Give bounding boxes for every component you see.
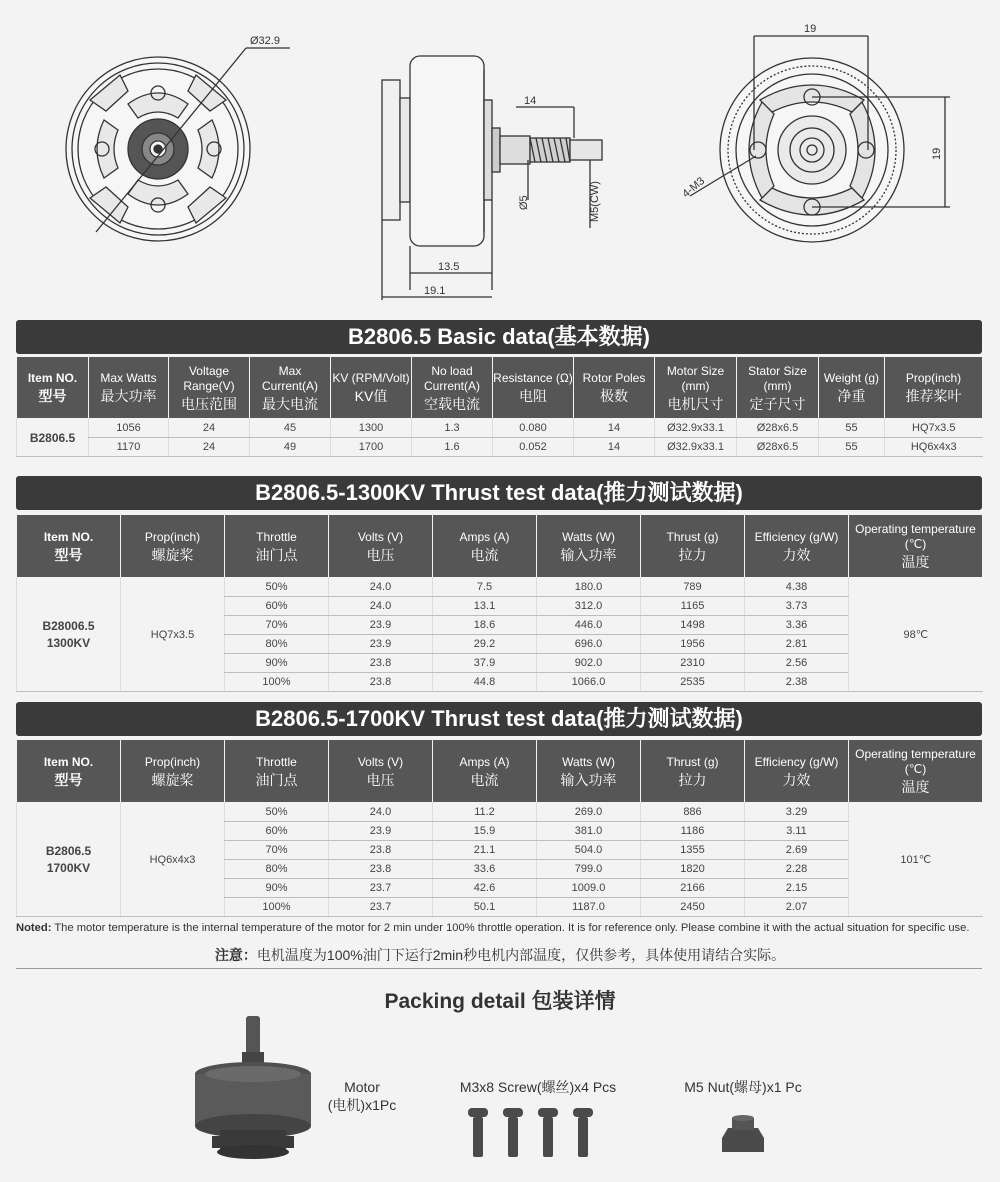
motor-illustration bbox=[188, 1012, 318, 1164]
header-chinese: 型号 bbox=[54, 771, 83, 788]
table-cell: 1187.0 bbox=[537, 898, 641, 917]
table-cell: 1066.0 bbox=[537, 673, 641, 692]
header-english: Prop(inch) bbox=[144, 529, 201, 544]
table-cell: 696.0 bbox=[537, 635, 641, 654]
header-english: No load Current(A) bbox=[423, 363, 480, 393]
table-cell: 45 bbox=[250, 419, 331, 438]
table-cell: 799.0 bbox=[537, 860, 641, 879]
table-cell: 1186 bbox=[641, 822, 745, 841]
table-cell: 44.8 bbox=[433, 673, 537, 692]
header-english: Stator Size (mm) bbox=[748, 363, 807, 393]
table-cell: 2166 bbox=[641, 879, 745, 898]
table-cell: 23.8 bbox=[329, 841, 433, 860]
header-english: Amps (A) bbox=[459, 754, 510, 769]
table-cell: 902.0 bbox=[537, 654, 641, 673]
nut-label: M5 Nut(螺母)x1 Pc bbox=[684, 1079, 802, 1095]
thrust-header-cell bbox=[225, 515, 329, 578]
header-chinese: 油门点 bbox=[255, 546, 298, 563]
table-cell: 446.0 bbox=[537, 616, 641, 635]
table-cell: 1956 bbox=[641, 635, 745, 654]
side-shaft-length-label: 14 bbox=[524, 95, 537, 107]
header-english: Thrust (g) bbox=[666, 529, 719, 544]
header-chinese: 力效 bbox=[782, 546, 811, 563]
table-cell: HQ6x4x3 bbox=[885, 438, 983, 457]
table-cell: 1820 bbox=[641, 860, 745, 879]
table-cell: 90% bbox=[225, 654, 329, 673]
front-diameter-label: Ø32.9 bbox=[250, 35, 280, 47]
table-row bbox=[17, 438, 983, 457]
basic-header-cell bbox=[574, 357, 655, 419]
table-cell: 1056 bbox=[89, 419, 169, 438]
table-cell: Ø28x6.5 bbox=[737, 419, 819, 438]
table-cell: 23.9 bbox=[329, 635, 433, 654]
table-cell: 24 bbox=[169, 419, 250, 438]
table-cell: 2.28 bbox=[745, 860, 849, 879]
table-cell: 2450 bbox=[641, 898, 745, 917]
header-english: Efficiency (g/W) bbox=[754, 529, 839, 544]
table-cell: 2.07 bbox=[745, 898, 849, 917]
table-cell: 23.9 bbox=[329, 616, 433, 635]
table-cell: 4.38 bbox=[745, 578, 849, 597]
table-cell: 1170 bbox=[89, 438, 169, 457]
header-english: Volts (V) bbox=[357, 754, 404, 769]
header-chinese: 定子尺寸 bbox=[749, 395, 806, 412]
side-shaft-diameter-label: Ø5 bbox=[518, 195, 530, 210]
front-view-drawing bbox=[66, 48, 290, 241]
table-cell: 50% bbox=[225, 803, 329, 822]
header-chinese: 温度 bbox=[901, 779, 930, 795]
basic-header-cell bbox=[737, 357, 819, 419]
header-chinese: 电流 bbox=[470, 771, 499, 788]
table-cell: 886 bbox=[641, 803, 745, 822]
thrust-1300kv-title: B2806.5-1300KV Thrust test data(推力测试数据) bbox=[16, 476, 982, 510]
basic-header-cell bbox=[89, 357, 169, 419]
table-cell: 15.9 bbox=[433, 822, 537, 841]
header-chinese: KV值 bbox=[354, 388, 388, 404]
table-cell: 49 bbox=[250, 438, 331, 457]
header-english: Throttle bbox=[256, 754, 297, 769]
basic-header-cell bbox=[331, 357, 412, 419]
thrust-header-cell bbox=[641, 515, 745, 578]
thrust-1300kv-table bbox=[16, 514, 983, 692]
note-english bbox=[16, 922, 986, 934]
thrust-header-cell bbox=[17, 515, 121, 578]
table-cell: 80% bbox=[225, 860, 329, 879]
item-number-cell: B2806.5 bbox=[17, 419, 89, 457]
header-chinese: 力效 bbox=[782, 771, 811, 788]
table-cell: Ø32.9x33.1 bbox=[655, 419, 737, 438]
header-english: Item NO. bbox=[43, 754, 94, 769]
header-english: Resistance (Ω) bbox=[493, 371, 573, 385]
header-chinese: 螺旋桨 bbox=[151, 771, 194, 788]
table-cell: 23.8 bbox=[329, 654, 433, 673]
table-cell: 21.1 bbox=[433, 841, 537, 860]
table-cell: 70% bbox=[225, 616, 329, 635]
technical-drawings bbox=[0, 0, 1000, 310]
header-chinese: 电流 bbox=[470, 546, 499, 563]
header-english: Prop(inch) bbox=[144, 754, 201, 769]
header-chinese: 型号 bbox=[38, 388, 67, 404]
side-total-length-label: 19.1 bbox=[424, 285, 446, 297]
header-english: Weight (g) bbox=[823, 371, 880, 385]
table-cell: 50.1 bbox=[433, 898, 537, 917]
table-cell: 42.6 bbox=[433, 879, 537, 898]
thrust-header-cell bbox=[641, 740, 745, 803]
table-row bbox=[17, 578, 983, 597]
thrust-header-cell bbox=[121, 515, 225, 578]
thrust-1700kv-table bbox=[16, 739, 983, 917]
item-number-cell: B28006.5 1300KV bbox=[17, 578, 121, 692]
header-english: Item NO. bbox=[43, 529, 94, 544]
table-cell: Ø28x6.5 bbox=[737, 438, 819, 457]
thrust-header-cell bbox=[17, 740, 121, 803]
table-cell: 18.6 bbox=[433, 616, 537, 635]
temperature-cell: 98℃ bbox=[849, 578, 983, 692]
thrust-header-cell bbox=[433, 740, 537, 803]
header-chinese: 电压 bbox=[366, 771, 395, 788]
basic-header-cell bbox=[655, 357, 737, 419]
table-cell: 1700 bbox=[331, 438, 412, 457]
header-chinese: 净重 bbox=[837, 388, 866, 404]
table-cell: 24.0 bbox=[329, 597, 433, 616]
thrust-header-cell bbox=[849, 740, 983, 803]
rear-holes-label: 4-M3 bbox=[680, 174, 708, 201]
prop-cell: HQ6x4x3 bbox=[121, 803, 225, 917]
table-cell: 24 bbox=[169, 438, 250, 457]
thrust-header-cell bbox=[433, 515, 537, 578]
table-cell: 23.8 bbox=[329, 860, 433, 879]
header-english: Rotor Poles bbox=[582, 371, 646, 385]
table-cell: HQ7x3.5 bbox=[885, 419, 983, 438]
header-chinese: 电机尺寸 bbox=[667, 395, 724, 412]
table-cell: 80% bbox=[225, 635, 329, 654]
table-cell: 23.9 bbox=[329, 822, 433, 841]
header-chinese: 输入功率 bbox=[560, 771, 617, 788]
thrust-header-cell bbox=[849, 515, 983, 578]
table-cell: 381.0 bbox=[537, 822, 641, 841]
table-cell: 90% bbox=[225, 879, 329, 898]
rear-vertical-dim-label: 19 bbox=[931, 147, 943, 160]
header-english: Watts (W) bbox=[562, 529, 615, 544]
item-number-cell: B2806.5 1700KV bbox=[17, 803, 121, 917]
header-chinese: 电压 bbox=[366, 546, 395, 563]
thrust-header-cell bbox=[329, 740, 433, 803]
basic-header-cell bbox=[250, 357, 331, 419]
table-cell: 55 bbox=[819, 419, 885, 438]
thrust-header-cell bbox=[537, 740, 641, 803]
side-body-length-label: 13.5 bbox=[438, 261, 460, 273]
table-cell: 3.11 bbox=[745, 822, 849, 841]
basic-header-cell bbox=[412, 357, 493, 419]
note-chinese-text: 电机温度为100%油门下运行2min秒电机内部温度，仅供参考，具体使用请结合实际。 bbox=[256, 947, 786, 963]
table-cell: 14 bbox=[574, 419, 655, 438]
table-cell: 60% bbox=[225, 822, 329, 841]
table-cell: 33.6 bbox=[433, 860, 537, 879]
header-chinese: 推荐桨叶 bbox=[905, 388, 962, 404]
header-chinese: 最大功率 bbox=[100, 388, 157, 404]
table-cell: 2535 bbox=[641, 673, 745, 692]
table-cell: 11.2 bbox=[433, 803, 537, 822]
table-cell: 29.2 bbox=[433, 635, 537, 654]
thrust-header-cell bbox=[745, 740, 849, 803]
side-thread-label: M5(CW) bbox=[589, 181, 601, 222]
note-english-text: The motor temperature is the internal temperature of the motor for 2 min under 100% throttle operation. It is for reference only. Please combine it with the actual situation for specific use. bbox=[51, 922, 970, 934]
thrust-header-cell bbox=[745, 515, 849, 578]
header-english: Max Watts bbox=[100, 371, 157, 385]
table-cell: 100% bbox=[225, 673, 329, 692]
table-cell: 789 bbox=[641, 578, 745, 597]
basic-header-cell bbox=[819, 357, 885, 419]
table-cell: 2.81 bbox=[745, 635, 849, 654]
table-cell: 1300 bbox=[331, 419, 412, 438]
table-cell: 269.0 bbox=[537, 803, 641, 822]
nut-illustration bbox=[720, 1114, 766, 1156]
note-chinese bbox=[0, 945, 1000, 965]
table-cell: 60% bbox=[225, 597, 329, 616]
header-chinese: 温度 bbox=[901, 554, 930, 570]
header-english: Item NO. bbox=[27, 371, 78, 385]
basic-header-cell bbox=[885, 357, 983, 419]
table-cell: 14 bbox=[574, 438, 655, 457]
note-english-label: Noted: bbox=[16, 922, 52, 934]
table-cell: 100% bbox=[225, 898, 329, 917]
header-chinese: 电压范围 bbox=[181, 395, 237, 412]
table-cell: 1.3 bbox=[412, 419, 493, 438]
table-cell: 13.1 bbox=[433, 597, 537, 616]
thrust-header-cell bbox=[329, 515, 433, 578]
header-chinese: 型号 bbox=[54, 546, 83, 563]
table-cell: 23.7 bbox=[329, 879, 433, 898]
temperature-cell: 101℃ bbox=[849, 803, 983, 917]
table-cell: 24.0 bbox=[329, 803, 433, 822]
table-cell: 55 bbox=[819, 438, 885, 457]
table-cell: 1009.0 bbox=[537, 879, 641, 898]
table-cell: 0.080 bbox=[493, 419, 574, 438]
header-chinese: 最大电流 bbox=[262, 395, 318, 412]
header-chinese: 油门点 bbox=[255, 771, 298, 788]
thrust-header-cell bbox=[225, 740, 329, 803]
note-chinese-label: 注意： bbox=[214, 947, 257, 963]
table-cell: 1498 bbox=[641, 616, 745, 635]
header-english: Throttle bbox=[256, 529, 297, 544]
packing-title: Packing detail 包装详情 bbox=[384, 990, 616, 1013]
table-cell: 1355 bbox=[641, 841, 745, 860]
table-cell: 312.0 bbox=[537, 597, 641, 616]
screws-illustration bbox=[466, 1108, 596, 1160]
header-english: Motor Size (mm) bbox=[666, 363, 725, 393]
table-cell: 2310 bbox=[641, 654, 745, 673]
header-english: Operating temperature (℃) bbox=[855, 522, 976, 551]
table-row bbox=[17, 419, 983, 438]
table-row bbox=[17, 803, 983, 822]
table-cell: 2.69 bbox=[745, 841, 849, 860]
table-cell: 2.56 bbox=[745, 654, 849, 673]
table-cell: 23.8 bbox=[329, 673, 433, 692]
header-chinese: 极数 bbox=[600, 388, 628, 404]
basic-header-cell bbox=[169, 357, 250, 419]
motor-label-line2: (电机)x1Pc bbox=[327, 1097, 397, 1113]
table-cell: 1.6 bbox=[412, 438, 493, 457]
header-english: Thrust (g) bbox=[666, 754, 719, 769]
header-chinese: 空载电流 bbox=[424, 395, 480, 412]
header-english: Amps (A) bbox=[459, 529, 510, 544]
table-cell: 180.0 bbox=[537, 578, 641, 597]
prop-cell: HQ7x3.5 bbox=[121, 578, 225, 692]
header-chinese: 输入功率 bbox=[560, 546, 617, 563]
basic-data-table bbox=[16, 356, 983, 457]
header-english: KV (RPM/Volt) bbox=[332, 371, 410, 385]
table-cell: 2.38 bbox=[745, 673, 849, 692]
rear-horizontal-dim-label: 19 bbox=[804, 23, 817, 35]
table-cell: 1165 bbox=[641, 597, 745, 616]
rear-view-drawing bbox=[690, 36, 950, 242]
header-english: Operating temperature (℃) bbox=[855, 747, 976, 776]
header-english: Max Current(A) bbox=[261, 363, 318, 393]
table-cell: 0.052 bbox=[493, 438, 574, 457]
header-english: Watts (W) bbox=[562, 754, 615, 769]
header-english: Prop(inch) bbox=[905, 371, 962, 385]
screw-label: M3x8 Screw(螺丝)x4 Pcs bbox=[459, 1079, 617, 1095]
thrust-header-cell bbox=[537, 515, 641, 578]
table-cell: 7.5 bbox=[433, 578, 537, 597]
header-english: Volts (V) bbox=[357, 529, 404, 544]
table-cell: 24.0 bbox=[329, 578, 433, 597]
header-chinese: 拉力 bbox=[678, 546, 707, 563]
header-chinese: 拉力 bbox=[678, 771, 707, 788]
table-cell: 504.0 bbox=[537, 841, 641, 860]
table-cell: 70% bbox=[225, 841, 329, 860]
basic-header-cell bbox=[493, 357, 574, 419]
header-english: Voltage Range(V) bbox=[183, 363, 235, 393]
motor-label bbox=[312, 1078, 412, 1114]
table-cell: 3.73 bbox=[745, 597, 849, 616]
table-cell: 3.36 bbox=[745, 616, 849, 635]
header-english: Efficiency (g/W) bbox=[754, 754, 839, 769]
basic-data-title: B2806.5 Basic data(基本数据) bbox=[16, 320, 982, 354]
table-cell: 37.9 bbox=[433, 654, 537, 673]
table-cell: 3.29 bbox=[745, 803, 849, 822]
thrust-1700kv-title: B2806.5-1700KV Thrust test data(推力测试数据) bbox=[16, 702, 982, 736]
divider bbox=[16, 968, 982, 969]
basic-header-cell bbox=[17, 357, 89, 419]
thrust-header-cell bbox=[121, 740, 225, 803]
header-chinese: 电阻 bbox=[519, 388, 547, 404]
table-cell: Ø32.9x33.1 bbox=[655, 438, 737, 457]
table-cell: 50% bbox=[225, 578, 329, 597]
table-cell: 2.15 bbox=[745, 879, 849, 898]
table-cell: 23.7 bbox=[329, 898, 433, 917]
header-chinese: 螺旋桨 bbox=[151, 546, 194, 563]
motor-label-line1: Motor bbox=[344, 1079, 380, 1095]
side-view-drawing bbox=[382, 56, 602, 300]
